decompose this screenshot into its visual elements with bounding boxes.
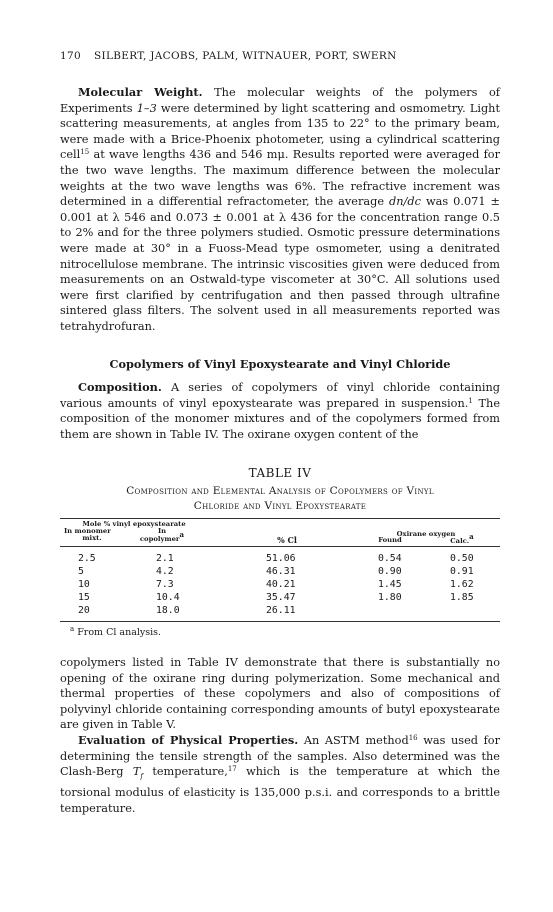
molecular-weight-paragraph bbox=[60, 85, 500, 335]
table-cell: 35.47 bbox=[266, 592, 296, 603]
ref-17: 17 bbox=[227, 765, 237, 774]
table-cell: 40.21 bbox=[266, 579, 296, 590]
table-cell: 15 bbox=[78, 592, 90, 603]
author-line: SILBERT, JACOBS, PALM, WITNAUER, PORT, SWERN bbox=[94, 50, 397, 62]
evaluation-text-3: temperature, bbox=[142, 765, 228, 779]
mw-text-2: were determined by light scattering and osmometry. Light scattering measurements, at angles from 135 to 22° to the primary beam, were made with a Brice-Phoenix photometer, using a cylindrical scattering cell bbox=[60, 101, 500, 162]
table-cell: 18.0 bbox=[156, 605, 180, 616]
continuation-text: copolymers listed in Table IV demonstrate that there is substantially no opening of the oxirane ring during polymerization. Some mechanical and thermal properties of these copolymers and also of compositions of polyvinyl chloride containing corresponding amounts of butyl epoxystearate are given in Table V. bbox=[60, 656, 500, 732]
table-cell: 0.54 bbox=[378, 553, 402, 564]
mw-text-1: The molecular weights of the polymers of Experiments bbox=[60, 86, 500, 115]
table-cell: 51.06 bbox=[266, 553, 296, 564]
tf-symbol: T bbox=[132, 765, 141, 779]
table-cell: 7.3 bbox=[156, 579, 174, 590]
page-number: 170 bbox=[60, 50, 81, 62]
mole-percent-group-header: Mole % vinyl epoxystearate bbox=[82, 520, 186, 528]
mw-text-3: at wave lengths 436 and 546 mμ. Results reported were averaged for the two wave lengths. The maximum difference between the molecular weights at the two wave lengths was 6%. The refractive increment was determined in a differential refractometer, the average bbox=[60, 148, 500, 209]
table-cell: 0.50 bbox=[450, 553, 474, 564]
col-in-monomer: In monomer bbox=[64, 527, 111, 535]
table-cell: 20 bbox=[78, 605, 90, 616]
table-cell: 1.62 bbox=[450, 579, 474, 590]
col-found: Found bbox=[378, 536, 402, 544]
col-in: In bbox=[157, 527, 167, 535]
table-top-rule bbox=[60, 518, 500, 519]
mw-dndc: dn/dc bbox=[389, 195, 421, 209]
table-cell: 4.2 bbox=[156, 566, 174, 577]
evaluation-text-4: which is the temperature at which the torsional modulus of elasticity is 135,000 p.s.i. and corresponds to a brittle temperature. bbox=[60, 765, 500, 815]
running-header bbox=[60, 50, 500, 62]
col-copolymer-mark: a bbox=[179, 530, 185, 539]
mw-heading: Molecular Weight. bbox=[78, 85, 203, 99]
table-cell: 1.85 bbox=[450, 592, 474, 603]
col-calc bbox=[442, 532, 482, 546]
table-cell: 10.4 bbox=[156, 592, 180, 603]
continuation-paragraph bbox=[60, 655, 500, 816]
table-caption-line-2: Chloride and Vinyl Epoxystearate bbox=[193, 500, 367, 512]
col-cl: % Cl bbox=[277, 535, 297, 545]
composition-paragraph bbox=[60, 380, 500, 442]
composition-text-2: The composition of the monomer mixtures and of the copolymers formed from them are shown in Table IV. The oxirane oxygen content of the bbox=[60, 396, 500, 441]
oxirane-group-header: Oxirane oxygen bbox=[396, 530, 456, 538]
ref-16: 16 bbox=[408, 733, 418, 742]
mw-text-4: was 0.071 ± 0.001 at λ 546 and 0.073 ± 0.001 at λ 436 for the concentration range 0.5 to 2% and for the three polymers studied. Osmotic pressure determinations were made at 30° in a Fuoss-Mead type osmometer, using a denitrated nitrocellulose membrane. The intrinsic viscosities given were deduced from measurements on an Ostwald-type viscometer at 30°C. All solutions used were first clarified by centrifugation and then passed through ultrafine sintered glass filters. The solvent used in all measurements reported was tetrahydrofuran. bbox=[60, 195, 500, 333]
footnote-text: From Cl analysis. bbox=[74, 627, 162, 638]
col-copolymer-label: copolymer bbox=[139, 535, 180, 543]
table-cell: 2.5 bbox=[78, 553, 96, 564]
col-mixt: mixt. bbox=[82, 534, 102, 542]
table-title: TABLE IV bbox=[248, 466, 312, 480]
evaluation-heading: Evaluation of Physical Properties. bbox=[78, 732, 299, 747]
ref-15: 15 bbox=[80, 148, 90, 157]
table-cell: 2.1 bbox=[156, 553, 174, 564]
table-caption bbox=[60, 484, 500, 514]
footnote-mark: a bbox=[70, 625, 75, 633]
table-cell: 1.45 bbox=[378, 579, 402, 590]
composition-text-1: A series of copolymers of vinyl chloride containing various amounts of vinyl epoxystearate was prepared in suspension. bbox=[60, 381, 500, 410]
col-calc-mark: a bbox=[469, 532, 474, 541]
composition-heading: Composition. bbox=[78, 380, 162, 394]
table-cell: 0.90 bbox=[378, 566, 402, 577]
table-cell: 1.80 bbox=[378, 592, 402, 603]
tf-subscript: f bbox=[140, 772, 143, 781]
evaluation-text-2: was used for determining the tensile strength of the samples. Also determined was the Clash-Berg bbox=[60, 733, 500, 779]
table-cell: 26.11 bbox=[266, 605, 296, 616]
table-header-rule bbox=[60, 546, 500, 547]
table-cell: 5 bbox=[78, 566, 84, 577]
evaluation-text-1: An ASTM method bbox=[298, 733, 409, 747]
table-cell: 46.31 bbox=[266, 566, 296, 577]
table-footnote bbox=[70, 627, 161, 638]
section-heading: Copolymers of Vinyl Epoxystearate and Vinyl Chloride bbox=[109, 357, 451, 371]
table-cell: 10 bbox=[78, 579, 90, 590]
ref-1: 1 bbox=[468, 396, 473, 405]
table-cell: 0.91 bbox=[450, 566, 474, 577]
mw-experiments: 1–3 bbox=[136, 101, 157, 115]
table-bottom-rule bbox=[60, 621, 500, 622]
table-caption-line-1: Composition and Elemental Analysis of Copolymers of Vinyl bbox=[126, 485, 434, 497]
col-calc-label: Calc. bbox=[450, 537, 470, 545]
